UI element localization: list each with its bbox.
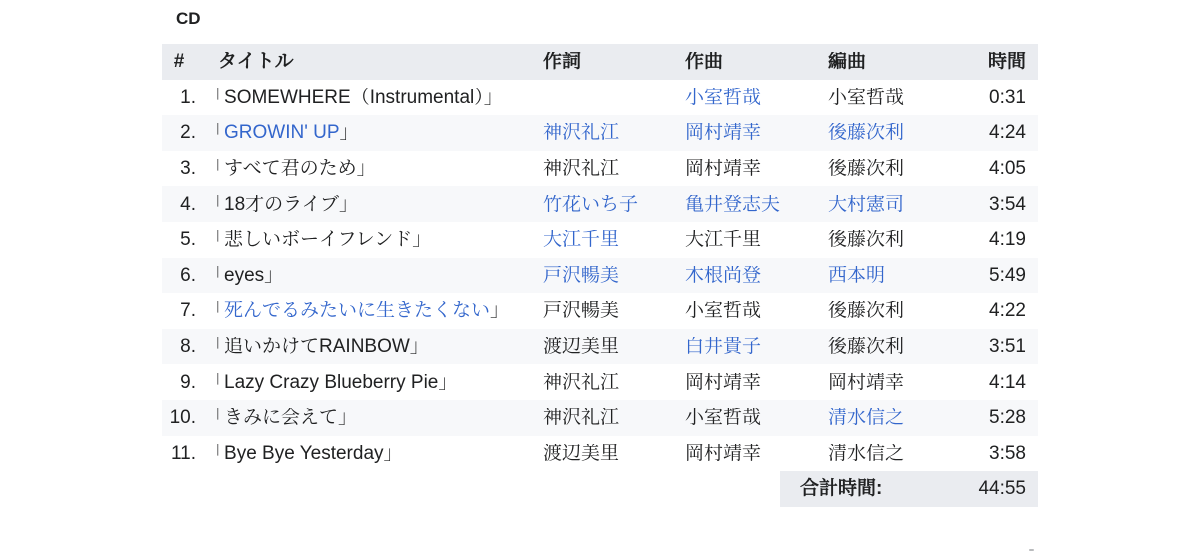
tracklist-table [162,44,1038,507]
track-duration: 4:05 [989,159,1026,179]
lyricist-name: 神沢礼江 [543,159,620,179]
quote-open-mark: 「 [205,337,225,357]
section-heading: CD [176,9,201,28]
track-number: 5. [180,230,196,250]
table-row [162,80,1038,116]
track-duration: 0:31 [989,87,1026,107]
composer-cell [685,266,828,285]
quote-open-mark: 「 [205,408,225,428]
track-title [196,123,543,142]
lyricist-name[interactable]: 竹花いち子 [543,194,639,214]
track-number: 2. [180,123,196,143]
composer-name: 岡村靖幸 [685,159,762,179]
track-title-text[interactable]: 死んでるみたいに生きたくない [224,301,491,321]
lyricist-name: 神沢礼江 [543,372,620,392]
composer-name: 岡村靖幸 [685,372,762,392]
track-number: 8. [180,337,196,357]
track-duration: 4:19 [989,230,1026,250]
composer-cell [685,230,828,249]
track-title-text: Lazy Crazy Blueberry Pie [224,372,439,392]
arranger-cell [828,444,958,463]
composer-cell [685,444,828,463]
composer-name[interactable]: 白井貴子 [685,337,762,357]
track-title [196,159,543,178]
arranger-name: 後藤次利 [828,230,905,250]
table-row [162,222,1038,258]
composer-name[interactable]: 小室哲哉 [685,87,762,107]
arranger-name: 後藤次利 [828,159,905,179]
track-duration: 4:14 [989,372,1026,392]
composer-name: 大江千里 [685,230,762,250]
composer-cell [685,88,828,107]
total-time-value: 44:55 [978,478,1026,500]
column-header-music: 作曲 [685,52,724,72]
arranger-name: 後藤次利 [828,301,905,321]
table-row [162,151,1038,187]
composer-name: 岡村靖幸 [685,443,762,463]
composer-cell [685,301,828,320]
track-title [196,195,543,214]
quote-close-mark: 」 [409,337,429,357]
quote-open-mark: 「 [205,87,225,107]
arranger-name: 岡村靖幸 [828,372,905,392]
arranger-name[interactable]: 清水信之 [828,408,905,428]
track-title [196,88,543,107]
arranger-name: 小室哲哉 [828,87,905,107]
table-row [162,258,1038,294]
track-number: 6. [180,265,196,285]
lyricist-cell [543,337,685,356]
quote-close-mark: 」 [383,443,403,463]
composer-name: 小室哲哉 [685,408,762,428]
track-title [196,230,543,249]
quote-close-mark: 」 [338,408,358,428]
quote-close-mark: 」 [339,194,359,214]
track-title-text: eyes [224,265,265,285]
column-header-number: # [173,52,185,72]
composer-cell [685,408,828,427]
column-header-lyrics: 作詞 [543,52,582,72]
track-number: 3. [180,159,196,179]
arranger-name[interactable]: 大村憲司 [828,194,905,214]
quote-close-mark: 」 [264,265,284,285]
quote-open-mark: 「 [205,372,225,392]
track-duration: 5:49 [989,265,1026,285]
table-row [162,364,1038,400]
track-duration: 3:54 [989,194,1026,214]
table-row [162,436,1038,472]
quote-open-mark: 「 [205,265,225,285]
track-title-text: 18才のライブ [224,194,340,214]
track-duration: 3:58 [989,443,1026,463]
track-number: 11. [170,443,196,463]
lyricist-cell [543,195,685,214]
arranger-cell [828,123,958,142]
composer-cell [685,123,828,142]
arranger-cell [828,373,958,392]
quote-open-mark: 「 [205,159,225,179]
quote-close-mark: 」 [438,372,458,392]
lyricist-name[interactable]: 大江千里 [543,230,620,250]
arranger-cell [828,266,958,285]
table-header-row [162,44,1038,80]
quote-open-mark: 「 [205,123,225,143]
column-header-arrangement: 編曲 [828,52,867,72]
track-title-text: 追いかけてRAINBOW [224,337,410,357]
lyricist-cell [543,123,685,142]
table-row [162,293,1038,329]
arranger-cell [828,195,958,214]
quote-close-mark: 」 [412,230,432,250]
arranger-cell [828,159,958,178]
track-number: 9. [180,372,196,392]
arranger-cell [828,301,958,320]
track-title-text: すべて君のため [224,159,357,179]
arranger-cell [828,408,958,427]
lyricist-name[interactable]: 戸沢暢美 [543,265,620,285]
column-header-time: 時間 [987,52,1026,72]
quote-open-mark: 「 [205,443,225,463]
quote-close-mark: 」 [356,159,376,179]
lyricist-name: 戸沢暢美 [543,301,620,321]
total-time-label: 合計時間: [800,478,883,500]
composer-cell [685,159,828,178]
table-body [162,80,1038,472]
composer-cell [685,195,828,214]
composer-cell [685,373,828,392]
table-row [162,186,1038,222]
track-duration: 4:24 [989,123,1026,143]
quote-open-mark: 「 [205,194,225,214]
lyricist-cell [543,408,685,427]
track-title [196,373,543,392]
composer-name[interactable]: 岡村靖幸 [685,123,762,143]
lyricist-cell [543,301,685,320]
arranger-cell [828,230,958,249]
lyricist-cell [543,373,685,392]
track-title [196,266,543,285]
lyricist-name[interactable]: 神沢礼江 [543,123,620,143]
lyricist-name: 渡辺美里 [543,443,620,463]
track-title-text: 悲しいボーイフレンド [224,230,413,250]
total-row [780,471,1038,507]
artifact-speck [1029,549,1034,551]
table-row [162,400,1038,436]
quote-close-mark: 」 [339,123,359,143]
table-row [162,329,1038,365]
track-duration: 3:51 [989,337,1026,357]
lyricist-cell [543,444,685,463]
lyricist-cell [543,230,685,249]
track-number: 10. [169,408,196,428]
quote-open-mark: 「 [205,230,225,250]
track-title [196,337,543,356]
arranger-name: 後藤次利 [828,337,905,357]
arranger-cell [828,88,958,107]
lyricist-cell [543,159,685,178]
arranger-name[interactable]: 後藤次利 [828,123,905,143]
arranger-name[interactable]: 西本明 [828,265,886,285]
composer-name: 小室哲哉 [685,301,762,321]
track-number: 7. [180,301,196,321]
track-title-text: SOMEWHERE（Instrumental） [224,87,484,107]
track-duration: 5:28 [989,408,1026,428]
column-header-title: タイトル [218,52,294,72]
lyricist-name: 渡辺美里 [543,337,620,357]
composer-cell [685,337,828,356]
quote-open-mark: 「 [205,301,225,321]
table-row [162,115,1038,151]
track-title [196,301,543,320]
quote-close-mark: 」 [490,301,510,321]
arranger-cell [828,337,958,356]
lyricist-name: 神沢礼江 [543,408,620,428]
track-duration: 4:22 [989,301,1026,321]
lyricist-cell [543,266,685,285]
track-number: 1. [180,87,196,107]
composer-name[interactable]: 木根尚登 [685,265,762,285]
quote-close-mark: 」 [483,87,503,107]
track-title [196,408,543,427]
track-title-text: Bye Bye Yesterday [224,443,384,463]
arranger-name: 清水信之 [828,443,905,463]
track-number: 4. [180,194,196,214]
track-title-text[interactable]: GROWIN' UP [224,123,340,143]
composer-name[interactable]: 亀井登志夫 [685,194,781,214]
track-title [196,444,543,463]
track-title-text: きみに会えて [224,408,339,428]
